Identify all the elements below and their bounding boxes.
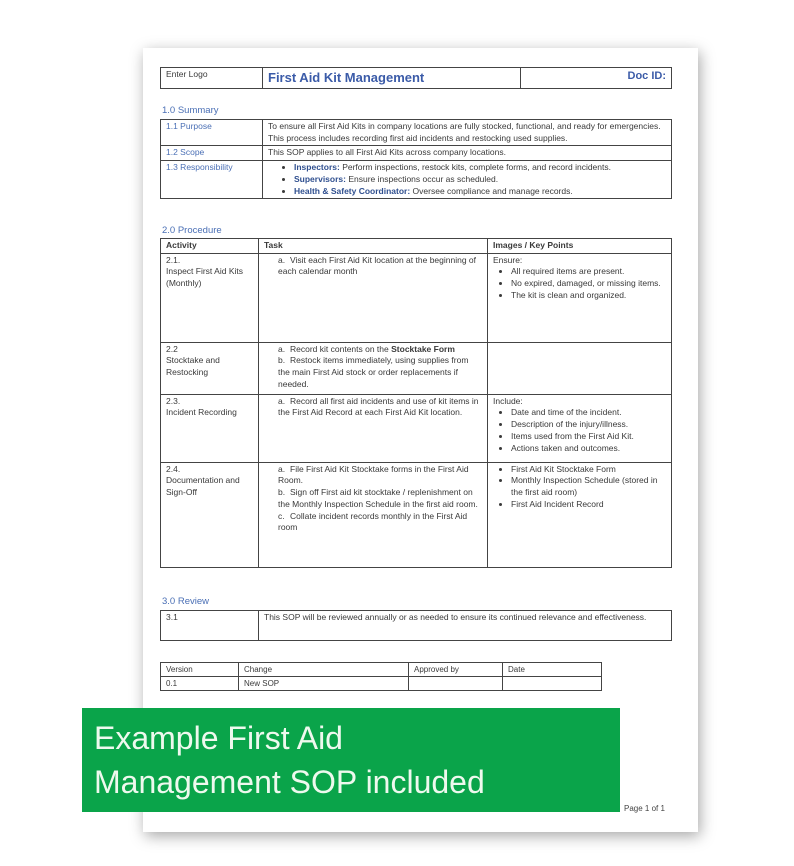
- change-cell: New SOP: [239, 677, 409, 691]
- task-text: Collate incident records monthly in the First Aid room: [278, 510, 468, 533]
- approved-cell: [409, 677, 503, 691]
- task-item: [278, 511, 482, 534]
- task-marker: a.: [278, 395, 286, 406]
- key-point: • The kit is clean and organized.: [511, 290, 666, 302]
- role-name: Health & Safety Coordinator:: [294, 185, 411, 196]
- activity-name: Inspect First Aid Kits (Monthly): [166, 266, 243, 289]
- role-text: Ensure inspections occur as scheduled.: [345, 173, 499, 184]
- key-point: • First Aid Kit Stocktake Form: [511, 464, 666, 476]
- scope-label: 1.2 Scope: [161, 146, 263, 161]
- task-item: [278, 487, 482, 510]
- key-point: • Description of the injury/illness.: [511, 419, 666, 431]
- procedure-table: [160, 238, 672, 568]
- role-name: Inspectors:: [294, 162, 340, 173]
- responsibility-item: [294, 186, 666, 198]
- task-text: Record all first aid incidents and use of kit items in the First Aid Record at each First Aid Kit location.: [278, 395, 479, 418]
- review-number: 3.1: [161, 611, 259, 641]
- header-table: [160, 67, 672, 89]
- purpose-label: 1.1 Purpose: [161, 120, 263, 146]
- task-list: [278, 344, 482, 391]
- responsibility-label: 1.3 Responsibility: [161, 161, 263, 199]
- key-point: • All required items are present.: [511, 266, 666, 278]
- key-point: • First Aid Incident Record: [511, 499, 666, 511]
- promo-banner: [82, 708, 620, 812]
- column-header: Date: [503, 663, 602, 677]
- column-header: Images / Key Points: [488, 239, 672, 254]
- page-number: Page 1 of 1: [624, 804, 665, 813]
- key-point: • Date and time of the incident.: [511, 407, 666, 419]
- task-item: [278, 396, 482, 419]
- version-table: [160, 662, 602, 691]
- activity-name: Documentation and Sign-Off: [166, 475, 240, 498]
- task-marker: b.: [278, 355, 286, 366]
- task-text: Record kit contents on the: [290, 343, 392, 354]
- task-marker: a.: [278, 254, 286, 265]
- logo-placeholder: Enter Logo: [161, 68, 263, 89]
- column-header: Version: [161, 663, 239, 677]
- key-points-intro: Include:: [493, 395, 523, 406]
- task-text: Restock items immediately, using supplies from the main First Aid stock or order replacements if needed.: [278, 355, 469, 389]
- review-table: [160, 610, 672, 641]
- key-points-list: [511, 266, 666, 301]
- role-name: Supervisors:: [294, 173, 346, 184]
- summary-heading: 1.0 Summary: [162, 105, 219, 116]
- task-item: [278, 344, 482, 356]
- table-row: [161, 253, 672, 342]
- table-row: [161, 677, 602, 691]
- responsibility-list: [294, 162, 666, 197]
- date-cell: [503, 677, 602, 691]
- task-text: Sign off First aid kit stocktake / replenishment on the Monthly Inspection Schedule in the first aid room.: [278, 487, 478, 509]
- task-item: [278, 255, 482, 278]
- table-row: [161, 342, 672, 394]
- activity-number: 2.1.: [166, 254, 181, 265]
- activity-name: Incident Recording: [166, 407, 237, 418]
- table-row: [161, 394, 672, 462]
- task-text: Visit each First Aid Kit location at the beginning of each calendar month: [278, 254, 477, 277]
- activity-number: 2.2: [166, 343, 178, 354]
- review-text: This SOP will be reviewed annually or as needed to ensure its continued relevance and effectiveness.: [259, 611, 672, 641]
- purpose-text: To ensure all First Aid Kits in company locations are fully stocked, functional, and ready for emergencies. This process includes recording first aid incidents and restocking used supplies.: [263, 120, 672, 146]
- banner-line: Example First Aid: [94, 720, 343, 756]
- responsibility-item: [294, 162, 666, 174]
- review-heading: 3.0 Review: [162, 596, 209, 607]
- key-points-intro: Ensure:: [493, 254, 523, 265]
- role-text: Oversee compliance and manage records.: [410, 185, 573, 196]
- task-bold: Stocktake Form: [391, 343, 455, 354]
- responsibility-item: [294, 174, 666, 186]
- activity-number: 2.3.: [166, 395, 181, 406]
- key-point: • No expired, damaged, or missing items.: [511, 278, 666, 290]
- column-header: Change: [239, 663, 409, 677]
- task-list: [278, 464, 482, 534]
- task-item: [278, 464, 482, 487]
- key-points-list: [511, 407, 666, 454]
- activity-name: Stocktake and Restocking: [166, 355, 220, 378]
- task-list: [278, 255, 482, 278]
- task-marker: a.: [278, 343, 286, 354]
- column-header: Task: [259, 239, 488, 254]
- task-item: [278, 355, 482, 390]
- column-header: Approved by: [409, 663, 503, 677]
- task-marker: a.: [278, 463, 286, 474]
- column-header: Activity: [161, 239, 259, 254]
- banner-line: Management SOP included: [94, 764, 485, 800]
- key-point: • Monthly Inspection Schedule (stored in the first aid room): [511, 475, 666, 498]
- procedure-heading: 2.0 Procedure: [162, 225, 222, 236]
- table-row: [161, 462, 672, 567]
- task-marker: b.: [278, 487, 286, 498]
- task-text: File First Aid Kit Stocktake forms in the First Aid Room.: [278, 463, 469, 486]
- summary-table: [160, 119, 672, 199]
- role-text: Perform inspections, restock kits, complete forms, and record incidents.: [339, 162, 611, 173]
- version-cell: 0.1: [161, 677, 239, 691]
- task-list: [278, 396, 482, 419]
- scope-text: This SOP applies to all First Aid Kits across company locations.: [263, 146, 672, 161]
- key-points-list: [511, 464, 666, 511]
- document-title: First Aid Kit Management: [263, 68, 521, 89]
- key-point: • Actions taken and outcomes.: [511, 443, 666, 455]
- activity-number: 2.4.: [166, 463, 181, 474]
- key-point: • Items used from the First Aid Kit.: [511, 431, 666, 443]
- doc-id: Doc ID:: [521, 68, 672, 89]
- task-marker: c.: [278, 510, 285, 521]
